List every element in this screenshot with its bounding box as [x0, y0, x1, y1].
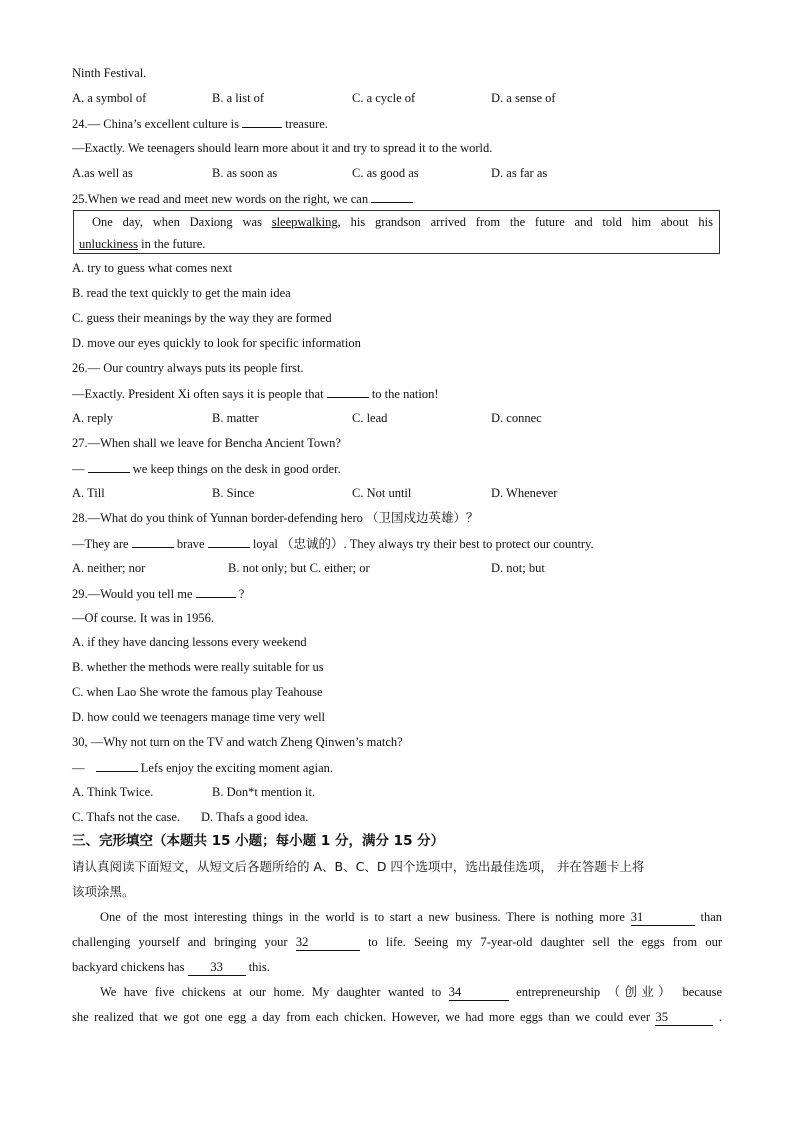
q27-option-c[interactable]: C. Not until	[352, 486, 412, 500]
q28-option-a[interactable]: A. neither; nor	[72, 561, 146, 575]
q25-box-line1: One day, when Daxiong was sleepwalking, his grandson arrived from the future and told him about his	[92, 215, 713, 229]
q25-option-b[interactable]: B. read the text quickly to get the main idea	[72, 286, 291, 300]
q23-option-a[interactable]: A. a symbol of	[72, 91, 147, 105]
blank-34: 34	[449, 984, 509, 1001]
q24-option-b[interactable]: B. as soon as	[212, 166, 278, 180]
q27-option-a[interactable]: A. Till	[72, 486, 105, 500]
q28-prompt: 28.—What do you think of Yunnan border-defending hero （卫国戍边英雄）？	[72, 510, 479, 525]
q25-text-box	[73, 210, 720, 254]
q27-reply: — we keep things on the desk in good order.	[72, 462, 341, 476]
q30-blank	[96, 759, 138, 772]
q30-prompt: 30, —Why not turn on the TV and watch Zheng Qinwen’s match?	[72, 735, 403, 749]
q27-option-b[interactable]: B. Since	[212, 486, 255, 500]
q29-prompt: 29.—Would you tell me ?	[72, 587, 245, 601]
section-3-instructions-line2: 该项涂黑。	[72, 884, 135, 899]
q29-option-b[interactable]: B. whether the methods were really suitable for us	[72, 660, 324, 674]
q25-blank	[371, 190, 413, 203]
q26-prompt: 26.— Our country always puts its people first.	[72, 361, 304, 375]
q26-reply: —Exactly. President Xi often says it is people that to the nation!	[72, 387, 439, 401]
q29-option-a[interactable]: A. if they have dancing lessons every weekend	[72, 635, 307, 649]
q28-option-bc[interactable]: B. not only; but C. either; or	[228, 561, 370, 575]
q24-blank	[242, 115, 282, 128]
q29-option-d[interactable]: D. how could we teenagers manage time very well	[72, 710, 326, 724]
q24-option-a[interactable]: A.as well as	[72, 166, 133, 180]
q29-option-c[interactable]: C. when Lao She wrote the famous play Teahouse	[72, 685, 323, 699]
q28-option-d[interactable]: D. not; but	[491, 561, 545, 575]
q27-prompt: 27.—When shall we leave for Bencha Ancient Town?	[72, 436, 341, 450]
q26-option-b[interactable]: B. matter	[212, 411, 259, 425]
q23-option-b[interactable]: B. a list of	[212, 91, 265, 105]
passage-line-2: challenging yourself and bringing your 32 to life. Seeing my 7-year-old daughter sell the eggs from our	[72, 935, 723, 949]
section-3-title: 三、完形填空（本题共 15 小题；每小题 1 分，满分 15 分）	[72, 833, 445, 849]
blank-35: 35	[655, 1009, 713, 1026]
q30-option-d[interactable]: D. Thafs a good idea.	[201, 810, 309, 824]
q26-option-c[interactable]: C. lead	[352, 411, 388, 425]
q26-blank	[327, 385, 369, 398]
blank-33: 33	[188, 959, 246, 976]
q27-blank	[88, 460, 130, 473]
q23-option-c[interactable]: C. a cycle of	[352, 91, 416, 105]
q29-blank	[196, 585, 236, 598]
q25-prompt: 25.When we read and meet new words on the right, we can	[72, 190, 413, 207]
q25-option-a[interactable]: A. try to guess what comes next	[72, 261, 233, 275]
q24-option-c[interactable]: C. as good as	[352, 166, 419, 180]
q30-option-b[interactable]: B. Don*t mention it.	[212, 785, 316, 799]
q28-reply: —They are brave loyal （忠诚的）. They always try their best to protect our country.	[72, 536, 594, 551]
q30-option-c[interactable]: C. Thafs not the case.	[72, 810, 181, 824]
q24-option-d[interactable]: D. as far as	[491, 166, 548, 180]
carry-over-text: Ninth Festival.	[72, 66, 147, 80]
q28-blank-1	[132, 535, 174, 548]
q28-blank-2	[208, 535, 250, 548]
q30-reply: — Lefs enjoy the exciting moment agian.	[72, 761, 334, 775]
q23-option-d[interactable]: D. a sense of	[491, 91, 556, 105]
q25-option-c[interactable]: C. guess their meanings by the way they are formed	[72, 311, 332, 325]
q30-option-a[interactable]: A. Think Twice.	[72, 785, 154, 799]
q26-option-a[interactable]: A. reply	[72, 411, 113, 425]
q25-option-d[interactable]: D. move our eyes quickly to look for specific information	[72, 336, 361, 350]
q26-option-d[interactable]: D. connec	[491, 411, 542, 425]
q24-prompt: 24.— China’s excellent culture is treasure.	[72, 117, 328, 131]
passage-line-3: backyard chickens has 33 this.	[72, 960, 270, 974]
passage-line-1: One of the most interesting things in the world is to start a new business. There is nothing more 31 than	[100, 910, 722, 924]
blank-31: 31	[631, 909, 695, 926]
q27-option-d[interactable]: D. Whenever	[491, 486, 558, 500]
blank-32: 32	[296, 934, 360, 951]
q29-reply: —Of course. It was in 1956.	[72, 611, 214, 625]
passage-line-5: she realized that we got one egg a day from each chicken. However, we had more eggs than we could ever 35 .	[72, 1010, 723, 1024]
passage-line-4: We have five chickens at our home. My daughter wanted to 34 entrepreneurship （创业） because	[100, 984, 723, 999]
q25-box-line2: unluckiness in the future.	[79, 237, 206, 251]
q24-reply: —Exactly. We teenagers should learn more about it and try to spread it to the world.	[72, 141, 493, 155]
section-3-instructions-line1: 请认真阅读下面短文，从短文后各题所给的 A、B、C、D 四个选项中，选出最佳选项， 并在答题卡上将	[72, 859, 645, 874]
